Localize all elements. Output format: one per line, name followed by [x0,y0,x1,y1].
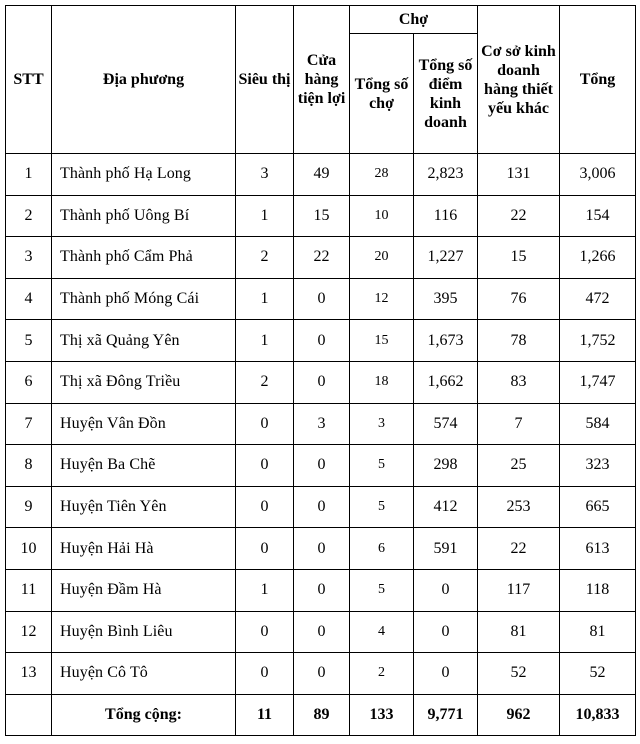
row-stt: 3 [6,237,52,279]
table-row [6,569,636,611]
row-market-count: 5 [350,486,414,528]
row-supermarket: 3 [236,154,294,196]
document-page [5,5,636,736]
row-convenience: 0 [294,278,350,320]
row-other: 52 [478,653,560,695]
row-market-points: 298 [414,445,478,487]
row-other: 253 [478,486,560,528]
row-total: 81 [560,611,636,653]
total-label: Tổng cộng: [52,694,236,735]
header-market-group: Chợ [350,6,478,34]
header-stt: STT [6,6,52,154]
row-supermarket: 0 [236,653,294,695]
row-market-points: 1,673 [414,320,478,362]
table-row [6,195,636,237]
row-other: 25 [478,445,560,487]
table-row [6,320,636,362]
total-stt-cell [6,694,52,735]
row-market-points: 591 [414,528,478,570]
row-market-count: 4 [350,611,414,653]
row-supermarket: 0 [236,528,294,570]
table-header [6,6,636,154]
row-total: 3,006 [560,154,636,196]
row-market-count: 5 [350,569,414,611]
row-locality: Thành phố Cẩm Phả [52,237,236,279]
total-market-points: 9,771 [414,694,478,735]
row-other: 83 [478,361,560,403]
row-supermarket: 1 [236,278,294,320]
row-stt: 1 [6,154,52,196]
row-supermarket: 2 [236,237,294,279]
row-other: 81 [478,611,560,653]
row-locality: Huyện Đầm Hà [52,569,236,611]
row-convenience: 3 [294,403,350,445]
row-market-count: 18 [350,361,414,403]
row-stt: 7 [6,403,52,445]
row-convenience: 0 [294,653,350,695]
row-stt: 5 [6,320,52,362]
row-total: 1,747 [560,361,636,403]
table-footer [6,694,636,735]
row-other: 76 [478,278,560,320]
row-total: 154 [560,195,636,237]
header-other: Cơ sở kinh doanh hàng thiết yếu khác [478,6,560,154]
row-market-points: 0 [414,653,478,695]
row-market-points: 1,227 [414,237,478,279]
row-stt: 10 [6,528,52,570]
header-supermarket: Siêu thị [236,6,294,154]
table-row [6,445,636,487]
row-other: 78 [478,320,560,362]
row-market-points: 574 [414,403,478,445]
row-market-count: 3 [350,403,414,445]
row-stt: 11 [6,569,52,611]
table-row [6,403,636,445]
row-other: 7 [478,403,560,445]
market-statistics-table [5,5,636,736]
row-locality: Huyện Ba Chẽ [52,445,236,487]
table-row [6,528,636,570]
row-stt: 12 [6,611,52,653]
row-other: 117 [478,569,560,611]
row-total: 323 [560,445,636,487]
total-market-count: 133 [350,694,414,735]
table-row [6,611,636,653]
row-market-count: 6 [350,528,414,570]
row-market-count: 28 [350,154,414,196]
row-supermarket: 2 [236,361,294,403]
row-convenience: 0 [294,528,350,570]
header-locality: Địa phương [52,6,236,154]
row-total: 52 [560,653,636,695]
row-supermarket: 1 [236,320,294,362]
row-convenience: 0 [294,361,350,403]
row-other: 22 [478,528,560,570]
row-market-count: 15 [350,320,414,362]
row-market-points: 2,823 [414,154,478,196]
table-body [6,154,636,695]
row-market-points: 116 [414,195,478,237]
table-row [6,653,636,695]
row-locality: Huyện Bình Liêu [52,611,236,653]
row-total: 118 [560,569,636,611]
header-market-total: Tổng số chợ [350,34,414,154]
row-locality: Thành phố Móng Cái [52,278,236,320]
row-market-points: 395 [414,278,478,320]
row-stt: 2 [6,195,52,237]
row-total: 1,752 [560,320,636,362]
row-market-points: 0 [414,569,478,611]
row-convenience: 0 [294,320,350,362]
row-convenience: 49 [294,154,350,196]
table-row [6,486,636,528]
row-supermarket: 1 [236,195,294,237]
row-market-count: 10 [350,195,414,237]
row-locality: Huyện Tiên Yên [52,486,236,528]
row-other: 131 [478,154,560,196]
row-locality: Huyện Cô Tô [52,653,236,695]
row-total: 665 [560,486,636,528]
table-row [6,154,636,196]
row-locality: Thị xã Quảng Yên [52,320,236,362]
row-stt: 13 [6,653,52,695]
row-locality: Huyện Hải Hà [52,528,236,570]
total-supermarket: 11 [236,694,294,735]
header-market-points: Tổng số điểm kinh doanh [414,34,478,154]
table-row [6,361,636,403]
row-market-points: 412 [414,486,478,528]
table-row [6,278,636,320]
header-convenience: Cửa hàng tiện lợi [294,6,350,154]
row-convenience: 15 [294,195,350,237]
row-total: 1,266 [560,237,636,279]
total-convenience: 89 [294,694,350,735]
row-other: 22 [478,195,560,237]
row-market-count: 2 [350,653,414,695]
row-stt: 8 [6,445,52,487]
row-market-points: 0 [414,611,478,653]
row-convenience: 0 [294,611,350,653]
row-stt: 4 [6,278,52,320]
row-locality: Thành phố Hạ Long [52,154,236,196]
row-supermarket: 0 [236,445,294,487]
row-total: 584 [560,403,636,445]
row-other: 15 [478,237,560,279]
row-locality: Thị xã Đông Triều [52,361,236,403]
row-supermarket: 0 [236,486,294,528]
row-supermarket: 0 [236,611,294,653]
total-other: 962 [478,694,560,735]
row-market-count: 5 [350,445,414,487]
table-row [6,237,636,279]
row-market-count: 20 [350,237,414,279]
row-locality: Thành phố Uông Bí [52,195,236,237]
total-sum: 10,833 [560,694,636,735]
row-stt: 9 [6,486,52,528]
row-supermarket: 0 [236,403,294,445]
row-convenience: 0 [294,486,350,528]
row-total: 613 [560,528,636,570]
row-stt: 6 [6,361,52,403]
row-convenience: 0 [294,445,350,487]
row-locality: Huyện Vân Đồn [52,403,236,445]
row-market-points: 1,662 [414,361,478,403]
row-market-count: 12 [350,278,414,320]
header-total: Tổng [560,6,636,154]
total-row [6,694,636,735]
row-convenience: 0 [294,569,350,611]
row-convenience: 22 [294,237,350,279]
row-total: 472 [560,278,636,320]
row-supermarket: 1 [236,569,294,611]
